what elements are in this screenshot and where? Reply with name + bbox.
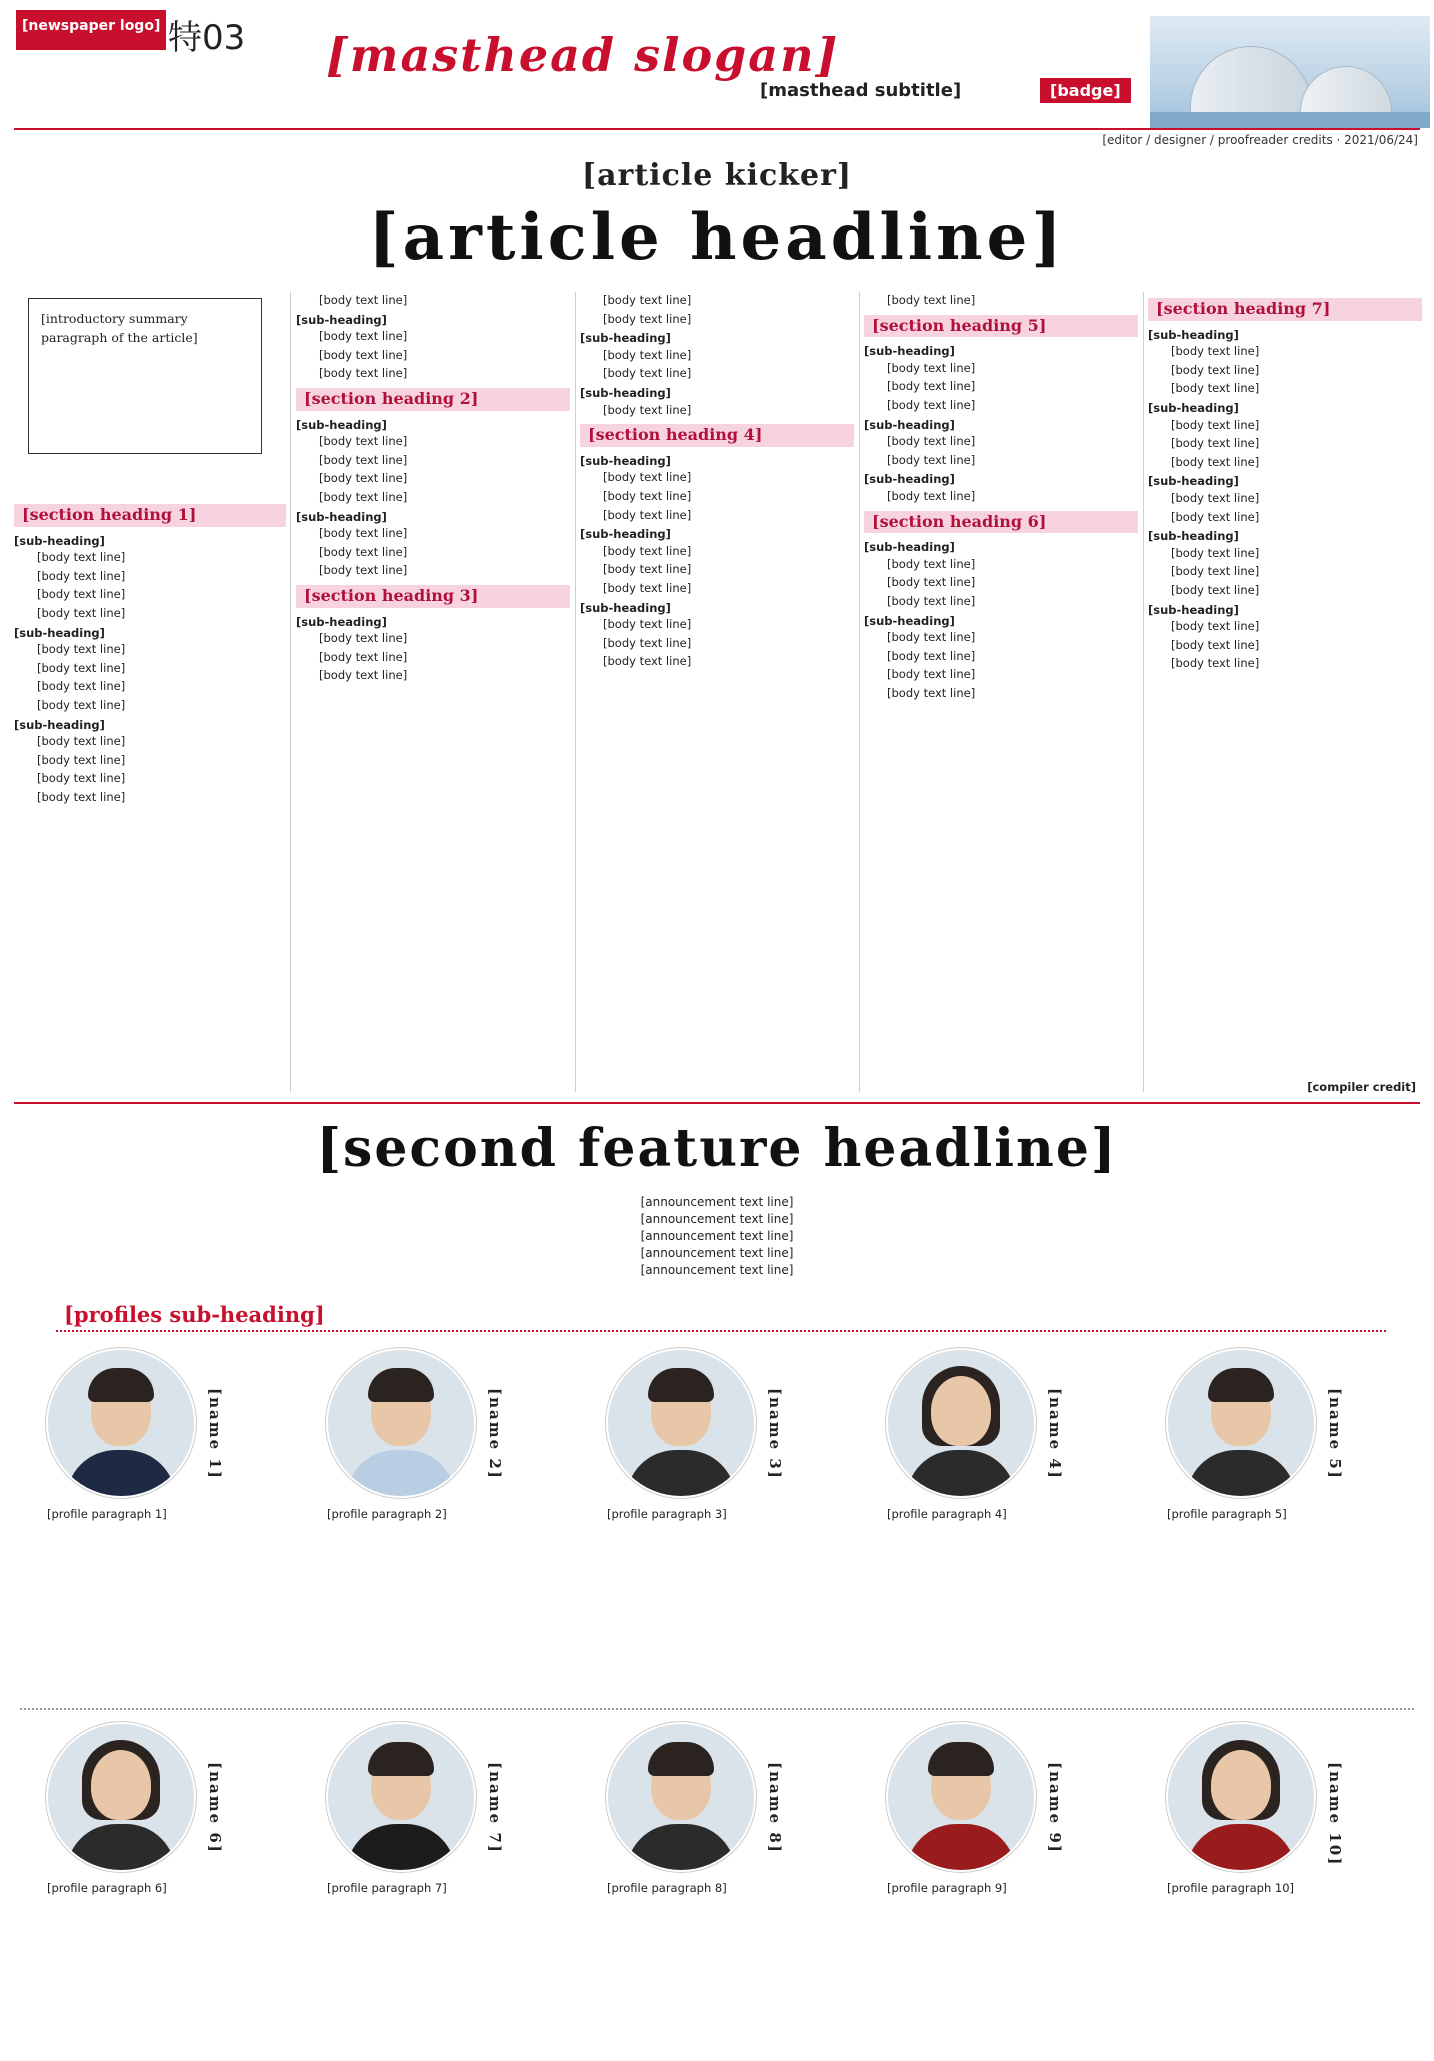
- section-heading: [section heading 3]: [296, 585, 570, 608]
- body-paragraph: [body text line]: [319, 293, 408, 307]
- sub-heading: [sub-heading]: [296, 312, 387, 327]
- shell-dome-small: [1300, 66, 1392, 118]
- profile-bio: [profile paragraph 9]: [887, 1881, 1007, 1895]
- body-paragraph: [body text line]: [319, 471, 408, 486]
- body-paragraph: [body text line]: [37, 642, 126, 657]
- body-paragraph: [body text line]: [1171, 545, 1260, 560]
- body-paragraph: [body text line]: [1171, 344, 1260, 359]
- body-paragraph: [body text line]: [37, 771, 126, 786]
- sub-heading: [sub-heading]: [864, 417, 955, 432]
- body-paragraph: [body text line]: [887, 648, 976, 663]
- article-column-5: [1148, 292, 1422, 1096]
- masthead-subtitle: [masthead subtitle]: [760, 80, 962, 101]
- portrait-photo: [326, 1722, 476, 1872]
- body-paragraph: [body text line]: [37, 660, 126, 675]
- body-paragraph: [body text line]: [1171, 417, 1260, 432]
- body-paragraph: [body text line]: [1171, 582, 1260, 597]
- announcement-line: [announcement text line]: [640, 1263, 794, 1277]
- profile-name: [name 6]: [206, 1762, 224, 1854]
- body-paragraph: [body text line]: [1171, 637, 1260, 652]
- profile-name: [name 7]: [486, 1762, 504, 1854]
- body-paragraph: [body text line]: [319, 563, 408, 578]
- page-number: 特03: [168, 18, 246, 58]
- profile-bio: [profile paragraph 5]: [1167, 1507, 1287, 1521]
- masthead-slogan: [masthead slogan]: [326, 28, 840, 82]
- body-paragraph: [body text line]: [37, 697, 126, 712]
- body-paragraph: [body text line]: [887, 488, 976, 503]
- portrait-photo: [1166, 1722, 1316, 1872]
- profile-card: [1140, 1348, 1412, 1678]
- body-paragraph: [body text line]: [319, 452, 408, 467]
- body-paragraph: [body text line]: [887, 360, 976, 375]
- opera-house-illustration: [1150, 16, 1430, 128]
- profile-card: [300, 1722, 572, 2052]
- section-heading: [section heading 6]: [864, 511, 1138, 534]
- sub-heading: [sub-heading]: [14, 533, 105, 548]
- profile-card: [580, 1348, 852, 1678]
- body-paragraph: [body text line]: [603, 366, 692, 381]
- profile-card: [20, 1722, 292, 2052]
- sub-heading: [sub-heading]: [1148, 327, 1239, 342]
- body-paragraph: [body text line]: [319, 434, 408, 449]
- masthead-badge: [badge]: [1040, 78, 1131, 103]
- sub-heading: [sub-heading]: [296, 417, 387, 432]
- profile-card: [1140, 1722, 1412, 2052]
- article-headline: [article headline]: [368, 200, 1066, 275]
- body-paragraph: [body text line]: [603, 470, 692, 485]
- body-paragraph: [body text line]: [1171, 509, 1260, 524]
- portrait-photo: [886, 1722, 1036, 1872]
- body-paragraph: [body text line]: [37, 679, 126, 694]
- column-divider: [290, 292, 291, 1092]
- sub-heading: [sub-heading]: [580, 331, 671, 346]
- body-paragraph: [body text line]: [603, 488, 692, 503]
- profile-name: [name 10]: [1326, 1762, 1344, 1867]
- profile-name: [name 9]: [1046, 1762, 1064, 1854]
- profiles-subheading: [profiles sub-heading]: [64, 1302, 325, 1327]
- intro-box: [introductory summary paragraph of the article]: [28, 298, 262, 454]
- body-paragraph: [body text line]: [603, 635, 692, 650]
- sub-heading: [sub-heading]: [14, 717, 105, 732]
- sub-heading: [sub-heading]: [1148, 529, 1239, 544]
- body-paragraph: [body text line]: [319, 329, 408, 344]
- subheading-rule: [56, 1330, 1386, 1333]
- article-kicker: [article kicker]: [581, 158, 853, 193]
- sub-heading: [sub-heading]: [1148, 474, 1239, 489]
- sub-heading: [sub-heading]: [580, 600, 671, 615]
- profile-name: [name 3]: [766, 1388, 784, 1480]
- body-paragraph: [body text line]: [603, 654, 692, 669]
- sub-heading: [sub-heading]: [580, 453, 671, 468]
- body-paragraph: [body text line]: [887, 556, 976, 571]
- body-paragraph: [body text line]: [603, 580, 692, 595]
- profile-row-divider: [20, 1708, 1414, 1710]
- compiler-credit: [compiler credit]: [1307, 1080, 1416, 1094]
- profile-bio: [profile paragraph 3]: [607, 1507, 727, 1521]
- body-paragraph: [body text line]: [887, 630, 976, 645]
- profile-card: [20, 1348, 292, 1678]
- logo-text: [newspaper logo]: [22, 18, 161, 34]
- article-column-2: [296, 292, 570, 1096]
- profile-name: [name 5]: [1326, 1388, 1344, 1480]
- newspaper-logo: [16, 10, 166, 50]
- announcement-text: [100, 1194, 1334, 1279]
- sub-heading: [sub-heading]: [1148, 602, 1239, 617]
- body-paragraph: [body text line]: [1171, 381, 1260, 396]
- profile-name: [name 1]: [206, 1388, 224, 1480]
- profile-card: [300, 1348, 572, 1678]
- masthead: [0, 0, 1434, 128]
- body-paragraph: [body text line]: [887, 593, 976, 608]
- body-paragraph: [body text line]: [887, 452, 976, 467]
- column-divider: [859, 292, 860, 1092]
- section-heading: [section heading 4]: [580, 424, 854, 447]
- body-paragraph: [body text line]: [1171, 490, 1260, 505]
- article-column-3: [580, 292, 854, 1096]
- article-column-4: [864, 292, 1138, 1096]
- body-paragraph: [body text line]: [37, 568, 126, 583]
- body-paragraph: [body text line]: [603, 562, 692, 577]
- sub-heading: [sub-heading]: [1148, 400, 1239, 415]
- body-paragraph: [body text line]: [1171, 564, 1260, 579]
- column-divider: [575, 292, 576, 1092]
- body-paragraph: [body text line]: [887, 667, 976, 682]
- body-paragraph: [body text line]: [37, 789, 126, 804]
- profile-card: [860, 1348, 1132, 1678]
- profile-bio: [profile paragraph 8]: [607, 1881, 727, 1895]
- body-paragraph: [body text line]: [1171, 656, 1260, 671]
- profile-bio: [profile paragraph 10]: [1167, 1881, 1295, 1895]
- body-paragraph: [body text line]: [37, 752, 126, 767]
- profile-bio: [profile paragraph 7]: [327, 1881, 447, 1895]
- body-paragraph: [body text line]: [319, 347, 408, 362]
- sub-heading: [sub-heading]: [14, 625, 105, 640]
- body-paragraph: [body text line]: [887, 685, 976, 700]
- section-rule: [14, 1102, 1420, 1104]
- portrait-photo: [46, 1722, 196, 1872]
- announcement-line: [announcement text line]: [640, 1246, 794, 1260]
- profile-card: [580, 1722, 852, 2052]
- profile-bio: [profile paragraph 2]: [327, 1507, 447, 1521]
- profile-card: [860, 1722, 1132, 2052]
- portrait-photo: [326, 1348, 476, 1498]
- body-paragraph: [body text line]: [319, 366, 408, 381]
- shell-dome-large: [1190, 46, 1312, 118]
- body-paragraph: [body text line]: [319, 649, 408, 664]
- portrait-photo: [606, 1348, 756, 1498]
- profile-name: [name 2]: [486, 1388, 504, 1480]
- masthead-rule: [14, 128, 1420, 130]
- body-paragraph: [body text line]: [887, 397, 976, 412]
- body-paragraph: [body text line]: [319, 489, 408, 504]
- section-heading: [section heading 2]: [296, 388, 570, 411]
- sub-heading: [sub-heading]: [580, 527, 671, 542]
- sub-heading: [sub-heading]: [864, 613, 955, 628]
- portrait-photo: [1166, 1348, 1316, 1498]
- body-paragraph: [body text line]: [887, 434, 976, 449]
- body-paragraph: [body text line]: [319, 526, 408, 541]
- body-paragraph: [body text line]: [1171, 454, 1260, 469]
- body-paragraph: [body text line]: [603, 311, 692, 326]
- body-paragraph: [body text line]: [603, 543, 692, 558]
- body-paragraph: [body text line]: [887, 293, 976, 307]
- body-paragraph: [body text line]: [1171, 362, 1260, 377]
- profile-bio: [profile paragraph 6]: [47, 1881, 167, 1895]
- sub-heading: [sub-heading]: [296, 509, 387, 524]
- body-paragraph: [body text line]: [319, 631, 408, 646]
- profile-name: [name 8]: [766, 1762, 784, 1854]
- column-divider: [1143, 292, 1144, 1092]
- profile-bio: [profile paragraph 4]: [887, 1507, 1007, 1521]
- section-heading: [section heading 7]: [1148, 298, 1422, 321]
- body-paragraph: [body text line]: [319, 668, 408, 683]
- body-paragraph: [body text line]: [603, 402, 692, 417]
- sub-heading: [sub-heading]: [296, 614, 387, 629]
- body-paragraph: [body text line]: [37, 550, 126, 565]
- profile-name: [name 4]: [1046, 1388, 1064, 1480]
- portrait-photo: [886, 1348, 1036, 1498]
- section-heading: [section heading 5]: [864, 315, 1138, 338]
- body-paragraph: [body text line]: [603, 617, 692, 632]
- announcement-line: [announcement text line]: [640, 1195, 794, 1209]
- body-paragraph: [body text line]: [887, 379, 976, 394]
- credits-line: [editor / designer / proofreader credits · 2021/06/24]: [1102, 133, 1418, 147]
- body-paragraph: [body text line]: [603, 347, 692, 362]
- body-paragraph: [body text line]: [37, 734, 126, 749]
- article-column-1: [14, 498, 286, 1096]
- sea-strip: [1150, 112, 1430, 128]
- profile-bio: [profile paragraph 1]: [47, 1507, 167, 1521]
- announcement-line: [announcement text line]: [640, 1212, 794, 1226]
- body-paragraph: [body text line]: [603, 293, 692, 307]
- body-paragraph: [body text line]: [1171, 619, 1260, 634]
- announcement-line: [announcement text line]: [640, 1229, 794, 1243]
- sub-heading: [sub-heading]: [864, 472, 955, 487]
- body-paragraph: [body text line]: [37, 605, 126, 620]
- body-paragraph: [body text line]: [319, 544, 408, 559]
- body-paragraph: [body text line]: [887, 575, 976, 590]
- sub-heading: [sub-heading]: [580, 385, 671, 400]
- section-heading: [section heading 1]: [14, 504, 286, 527]
- sub-heading: [sub-heading]: [864, 344, 955, 359]
- body-paragraph: [body text line]: [37, 587, 126, 602]
- feature-headline: [second feature headline]: [316, 1118, 1118, 1179]
- body-paragraph: [body text line]: [1171, 436, 1260, 451]
- body-paragraph: [body text line]: [603, 507, 692, 522]
- portrait-photo: [46, 1348, 196, 1498]
- sub-heading: [sub-heading]: [864, 540, 955, 555]
- portrait-photo: [606, 1722, 756, 1872]
